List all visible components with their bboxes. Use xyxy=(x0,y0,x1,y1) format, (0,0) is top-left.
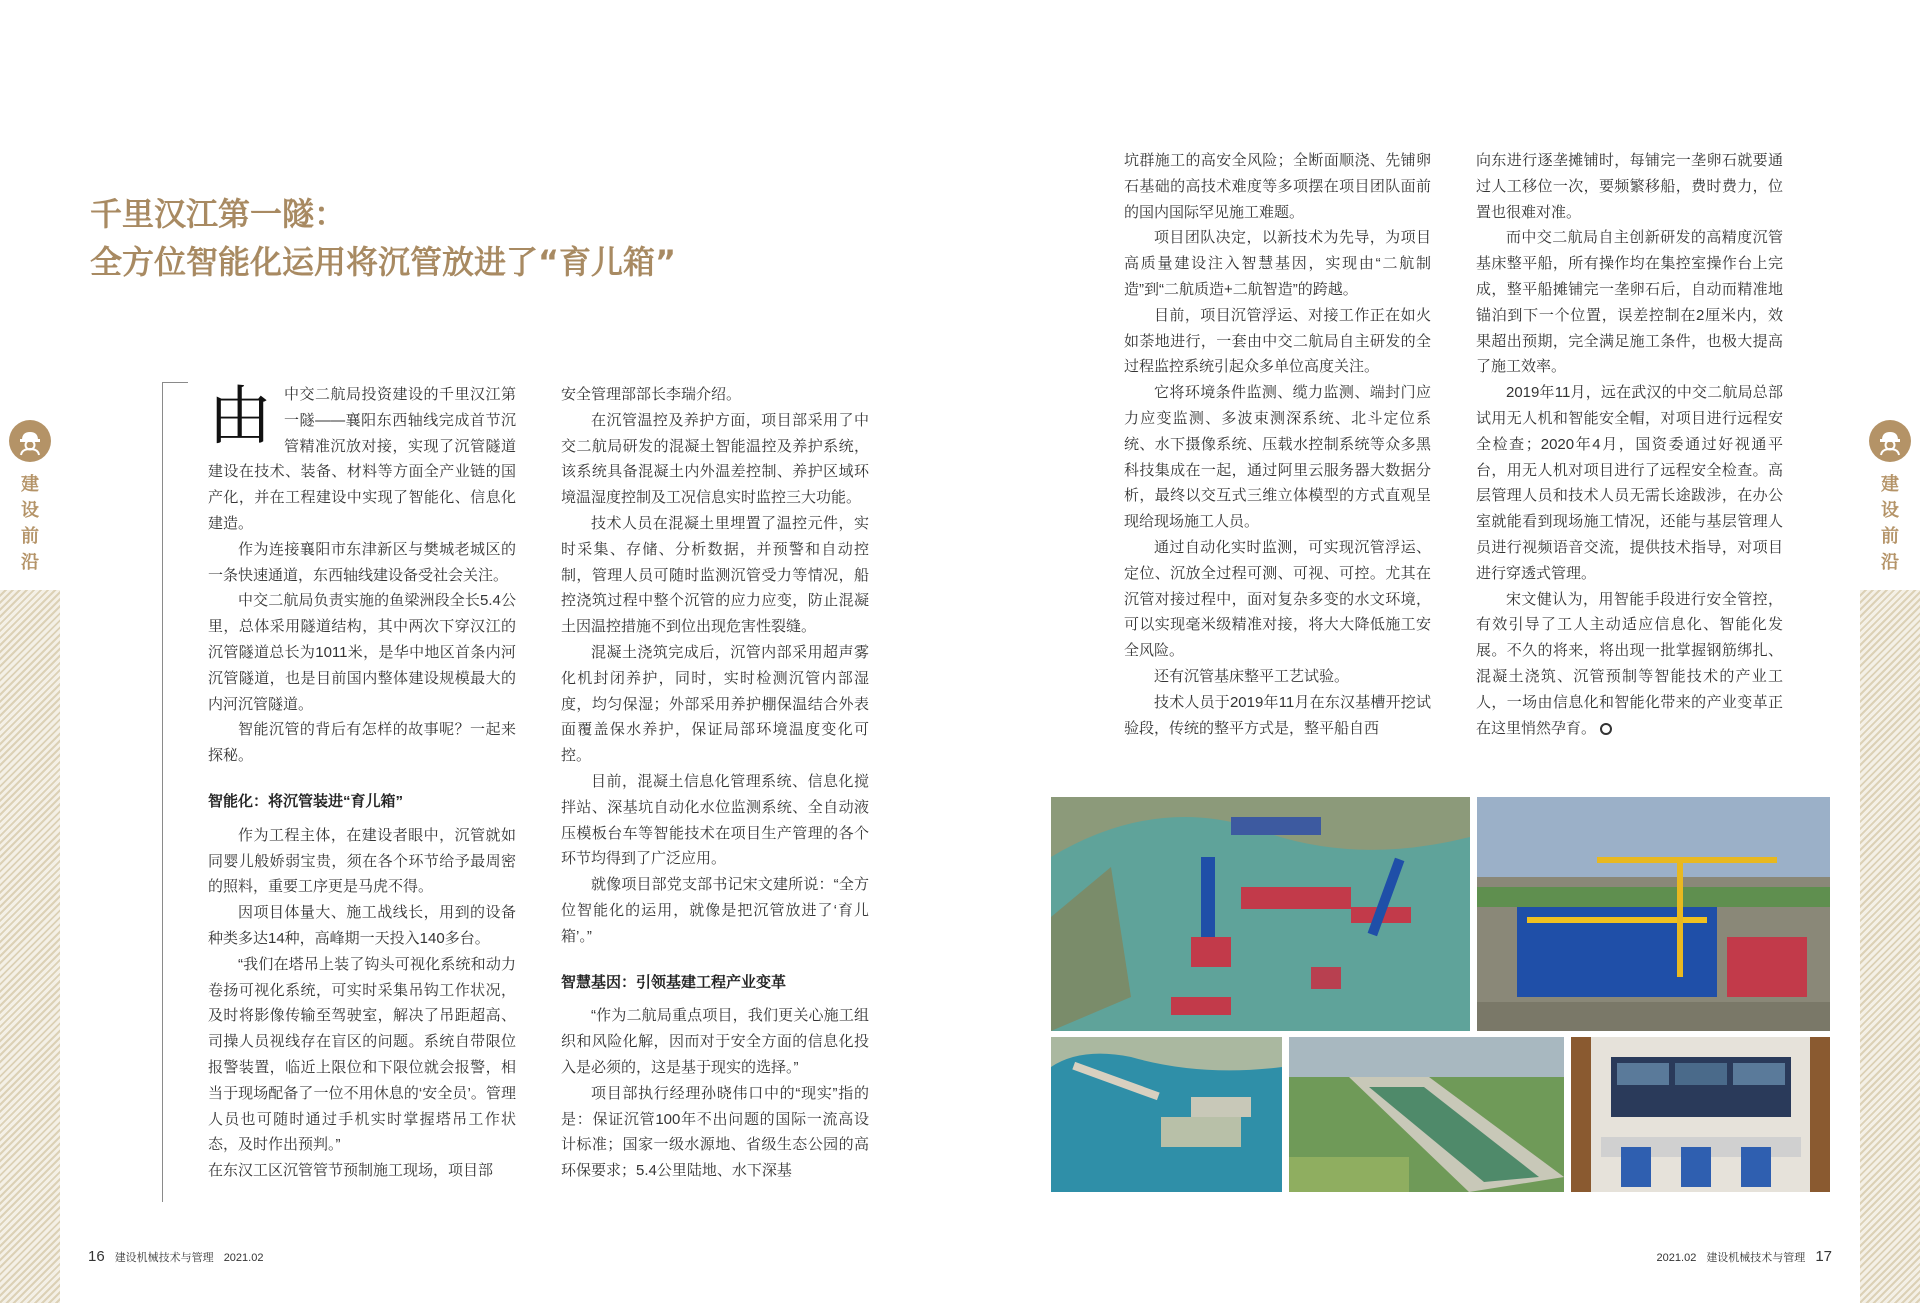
paragraph: 安全管理部部长李瑞介绍。 xyxy=(561,386,742,403)
column-rule xyxy=(162,382,163,1202)
paragraph: 向东进行逐垄摊铺时，每铺完一垄卵石就要通过人工移位一次，要频繁移船，费时费力，位置也很难对准。 xyxy=(1476,152,1783,221)
issue-number: 2021.02 xyxy=(223,1252,264,1264)
photo-dry-dock-aerial xyxy=(1289,1037,1564,1192)
paragraph: 由中交二航局投资建设的千里汉江第一隧——襄阳东西轴线完成首节沉管精准沉放对接，实现了沉管隧道建设在技术、装备、材料等方面全产业链的国产化，并在工程建设中实现了智能化、信息化建造。 xyxy=(208,380,516,532)
paragraph: 技术人员在混凝土里埋置了温控元件，实时采集、存储、分析数据，并预警和自动控制，管理人员可随时监测沉管受力等情况，船控浇筑过程中整个沉管的应力应变，防止混凝土因温控措施不到位出现危害性裂缝。 xyxy=(561,514,869,636)
paragraph: 项目部执行经理孙晓伟口中的“现实”指的是：保证沉管100年不出问题的国际一流高设计标准；国家一级水源地、省级生态公园的高环保要求；5.4公里陆地、水下深基 xyxy=(561,1084,869,1180)
photo-control-room xyxy=(1571,1037,1830,1192)
article-column-4 xyxy=(1476,148,1783,741)
paragraph: 通过自动化实时监测，可实现沉管浮运、定位、沉放全过程可测、可视、可控。尤其在沉管对接过程中，面对复杂多变的水文环境，可以实现毫米级精准对接，将大大降低施工安全风险。 xyxy=(1124,538,1431,660)
paragraph: 智能沉管的背后有怎样的故事呢？一起来探秘。 xyxy=(208,721,516,765)
page-footer-left xyxy=(88,1248,263,1265)
paragraph: 就像项目部党支部书记宋文建所说：“全方位智能化的运用，就像是把沉管放进了‘育儿箱’。” xyxy=(561,876,869,945)
issue-number: 2021.02 xyxy=(1656,1252,1697,1264)
paragraph: 在沉管温控及养护方面，项目部采用了中交二航局研发的混凝土智能温控及养护系统，该系统具备混凝土内外温差控制、养护区域环境温湿度控制及工况信息实时监控三大功能。 xyxy=(561,411,869,507)
drop-cap: 由 xyxy=(208,380,272,454)
headline-line-1: 千里汉江第一隧： xyxy=(90,195,347,233)
page-number: 17 xyxy=(1815,1248,1832,1265)
article-headline xyxy=(90,190,850,286)
right-decorative-stripe xyxy=(1860,590,1920,1303)
paragraph: 目前，混凝土信息化管理系统、信息化搅拌站、深基坑自动化水位监测系统、全自动液压模板台车等智能技术在项目生产管理的各个环节均得到了广泛应用。 xyxy=(561,772,869,868)
paragraph: 因项目体量大、施工战线长，用到的设备种类多达14种，高峰期一天投入140多台。 xyxy=(208,904,516,947)
headline-line-2: 全方位智能化运用将沉管放进了“育儿箱” xyxy=(90,243,677,281)
worker-helmet-icon xyxy=(9,420,51,462)
section-tab-right xyxy=(1860,420,1920,576)
photo-aerial-immersion-site xyxy=(1051,797,1470,1031)
photo-riverbank-aerial xyxy=(1051,1037,1282,1192)
paragraph: 坑群施工的高安全风险；全断面顺浇、先铺卵石基础的高技术难度等多项摆在项目团队面前的国内国际罕见施工难题。 xyxy=(1124,152,1431,221)
paragraph: 作为工程主体，在建设者眼中，沉管就如同婴儿般娇弱宝贵，须在各个环节给予最周密的照料，重要工序更是马虎不得。 xyxy=(208,826,516,896)
article-column-2 xyxy=(561,382,869,1184)
paragraph: “作为二航局重点项目，我们更关心施工组织和风险化解，因而对于安全方面的信息化投入是必须的，这是基于现实的选择。” xyxy=(561,1007,869,1076)
left-decorative-stripe xyxy=(0,590,60,1303)
paragraph: 中交二航局负责实施的鱼梁洲段全长5.4公里，总体采用隧道结构，其中两次下穿汉江的沉管隧道总长为1011米，是华中地区首条内河沉管隧道，也是目前国内整体建设规模最大的内河沉管隧道。 xyxy=(208,592,516,713)
paragraph: 混凝土浇筑完成后，沉管内部采用超声雾化机封闭养护，同时，实时检测沉管内部湿度，均匀保湿；外部采用养护棚保温结合外表面覆盖保水养护，保证局部环境温度变化可控。 xyxy=(561,643,869,765)
subheading: 智能化：将沉管装进“育儿箱” xyxy=(208,792,404,810)
paragraph: 在东汉工区沉管管节预制施工现场，项目部 xyxy=(208,1162,494,1180)
column-rule-cap xyxy=(162,382,188,383)
page-footer-right xyxy=(1657,1248,1832,1265)
paragraph: 宋文健认为，用智能手段进行安全管控，有效引导了工人主动适应信息化、智能化发展。不久的将来，将出现一批掌握钢筋绑扎、混凝土浇筑、沉管预制等智能技术的产业工人，一场由信息化和智能化带来的产业变革正在这里悄然孕育。 xyxy=(1476,590,1783,737)
section-label: 建设前沿 xyxy=(21,474,39,573)
subheading: 智慧基因：引领基建工程产业变革 xyxy=(561,973,787,991)
paragraph: 它将环境条件监测、缆力监测、端封门应力应变监测、多波束测深系统、北斗定位系统、水下摄像系统、压载水控制系统等众多黑科技集成在一起，通过阿里云服务器大数据分析，最终以交互式三维立体模型的方式直观呈现给现场施工人员。 xyxy=(1124,384,1431,531)
paragraph: 作为连接襄阳市东津新区与樊城老城区的一条快速通道，东西轴线建设备受社会关注。 xyxy=(208,540,516,584)
photo-gantry-crane-site xyxy=(1477,797,1830,1031)
article-column-1 xyxy=(208,382,516,1184)
paragraph: 而中交二航局自主创新研发的高精度沉管基床整平船，所有操作均在集控室操作台上完成，整平船摊铺完一垄卵石后，自动而精准地锚泊到下一个位置，误差控制在2厘米内，效果超出预期，完全满足施工条件，也极大提高了施工效率。 xyxy=(1476,229,1783,376)
worker-helmet-icon xyxy=(1869,420,1911,462)
article-column-3 xyxy=(1124,148,1431,741)
paragraph: 目前，项目沉管浮运、对接工作正在如火如荼地进行，一套由中交二航局自主研发的全过程监控系统引起众多单位高度关注。 xyxy=(1124,306,1431,376)
page-number: 16 xyxy=(88,1248,105,1265)
paragraph: “我们在塔吊上装了钩头可视化系统和动力卷扬可视化系统，可实时采集吊钩工作状况，及时将影像传输至驾驶室，解决了吊距超高、司操人员视线存在盲区的问题。系统自带限位报警装置，临近上限位和下限位就会报警，相当于现场配备了一位不用休息的‘安全员’。管理人员也可随时通过手机实时掌握塔吊工作状态，及时作出预判。” xyxy=(208,955,516,1154)
paragraph: 还有沉管基床整平工艺试验。 xyxy=(1154,667,1350,685)
paragraph: 技术人员于2019年11月在东汉基槽开挖试验段，传统的整平方式是，整平船自西 xyxy=(1124,693,1431,737)
magazine-name: 建设机械技术与管理 xyxy=(114,1252,214,1264)
magazine-name: 建设机械技术与管理 xyxy=(1706,1252,1806,1264)
paragraph: 项目团队决定，以新技术为先导，为项目高质量建设注入智慧基因，实现由“二航制造”到“二航质造+二航智造”的跨越。 xyxy=(1124,229,1431,298)
paragraph: 2019年11月，远在武汉的中交二航局总部试用无人机和智能安全帽，对项目进行远程安全检查；2020年4月，国资委通过好视通平台，用无人机对项目进行了远程安全检查。高层管理人员和技术人员无需长途跋涉，在办公室就能看到现场施工情况，还能与基层管理人员进行视频语音交流，提供技术指导，对项目进行穿透式管理。 xyxy=(1476,384,1783,582)
section-label: 建设前沿 xyxy=(1881,474,1899,573)
section-tab-left xyxy=(0,420,60,576)
end-mark-icon xyxy=(1600,723,1612,735)
